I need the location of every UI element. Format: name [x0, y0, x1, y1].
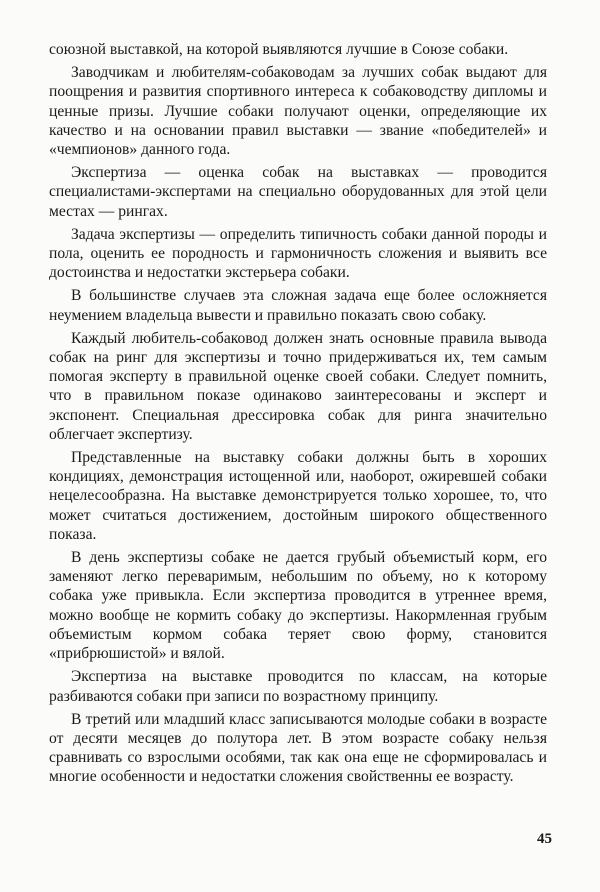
paragraph: В день экспертизы собаке не дается грубый объемистый корм, его заменяют легко переваримым, небольшим по объему, но к которому собака уже привыкла. Если экспертиза проводится в утреннее время, можно вообще не кормить собаку до экспертизы. Накормленная грубым объемистым кормом собака теряет свою форму, становится «прибрюшистой» и вялой.	[49, 549, 547, 663]
paragraph: Задача экспертизы — определить типичность собаки данной породы и пола, оценить ее породность и гармоничность сложения и выявить все достоинства и недостатки экстерьера собаки.	[49, 225, 547, 282]
paragraph: В большинстве случаев эта сложная задача еще более осложняется неумением владельца вывести и правильно показать свою собаку.	[49, 287, 547, 324]
paragraph: В третий или младший класс записываются молодые собаки в возрасте от десяти месяцев до полутора лет. В этом возрасте собаку нельзя сравнивать со взрослыми особями, так как она еще не сформировалась и многие особенности и недостатки сложения свойственны ее возрасту.	[49, 710, 547, 786]
page-number: 45	[537, 831, 552, 847]
paragraph: Экспертиза — оценка собак на выставках — проводится специалистами-экспертами на специально оборудованных для этой цели местах — рингах.	[49, 164, 547, 220]
body-text	[49, 40, 547, 791]
paragraph: Заводчикам и любителям-собаководам за лучших собак выдают для поощрения и развития спортивного интереса к собаководству дипломы и ценные призы. Лучшие собаки получают оценки, определяющие их качество и на основании правил выставки — звание «победителей» и «чемпионов» данного года.	[49, 64, 547, 159]
paragraph-continuation: союзной выставкой, на которой выявляются лучшие в Союзе собаки.	[49, 41, 509, 58]
paragraph: Экспертиза на выставке проводится по классам, на которые разбиваются собаки при записи по возрастному принципу.	[49, 668, 547, 705]
paragraph: Представленные на выставку собаки должны быть в хороших кондициях, демонстрация истощенной или, наоборот, ожиревшей собаки нецелесообразна. На выставке демонстрируется только хорошее, то, что может считаться достижением, достойным широкого общественного показа.	[49, 449, 547, 543]
paragraph: Каждый любитель-собаковод должен знать основные правила вывода собак на ринг для экспертизы и точно придерживаться их, тем самым помогая эксперту в правильной оценке своей собаки. Следует помнить, что в правильном показе одинаково заинтересованы и эксперт и экспонент. Специальная дрессировка собак для ринга значительно облегчает экспертизу.	[49, 329, 547, 443]
